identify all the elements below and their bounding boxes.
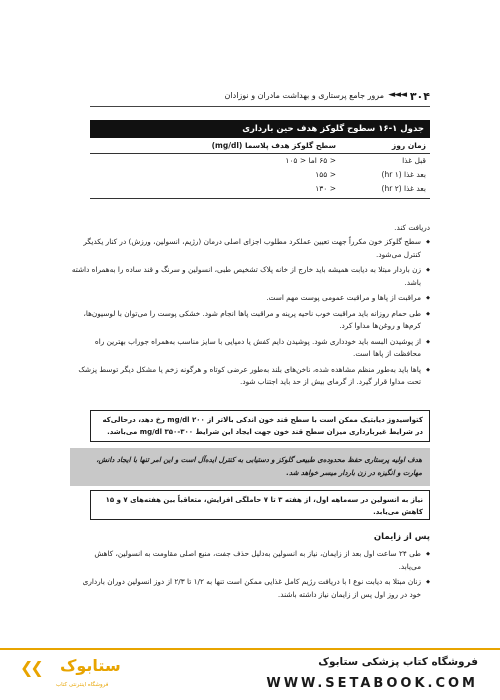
ketoacidosis-note-box: کتواسیدوز دیابتیک ممکن است با سطح قند خون اندکی بالاتر از ۲۰۰ mg/dl رخ دهد، درحالی‌که در شرایط غیربارداری میزان سطح قند خون جهت ایجاد این شرایط ۳۰۰-۳۵۰ mg/dl می‌باشد. — [90, 410, 430, 442]
table-row — [90, 154, 430, 168]
care-bullet-list — [70, 236, 430, 392]
book-title: مرور جامع پرستاری و بهداشت مادران و نوزادان — [224, 91, 384, 100]
logo-wordmark: ستابوک — [60, 656, 121, 675]
table-bottom-rule — [90, 198, 430, 199]
logo-tagline: فروشگاه اینترنتی کتاب — [56, 682, 109, 688]
chevrons-logo-icon: ❮❮ — [20, 658, 41, 677]
page-number: ۳۰۴ — [409, 90, 430, 103]
insulin-need-note-box: نیاز به انسولین در سه‌ماهه اول، از هفته ۳ تا ۷ حاملگی افزایش، متعاقباً بین هفته‌های ۷ و ۱۵ کاهش می‌یابد. — [90, 490, 430, 520]
list-item: ◆ زن باردار مبتلا به دیابت همیشه باید خارج از خانه پلاک تشخیص طبی، انسولین و سرنگ و قند ساده را به‌همراه داشته باشد. — [70, 264, 430, 289]
list-item: ◆ طی ۲۴ ساعت اول بعد از زایمان، نیاز به انسولین به‌دلیل حذف جفت، منبع اصلی مقاومت به انسولین، کاهش می‌یابد. — [70, 548, 430, 573]
table-cell: < ۶۵ اما < ۱۰۵ — [285, 156, 336, 165]
list-item: ◆ از پوشیدن البسه باید خودداری شود. پوشیدن دایم کفش یا دمپایی با سایز مناسب به‌همراه جوراب بهترین راه محافظت از پاها است. — [70, 336, 430, 361]
list-item: ◆ پاها باید به‌طور منظم مشاهده شده، ناخن‌های بلند به‌طور عرضی کوتاه و هرگونه زخم یا مشکل دیگر توسط پزشک تحت مداوا قرار گیرد. از گرمای بیش از حد باید اجتناب شود. — [70, 364, 430, 389]
store-footer-banner[interactable] — [0, 648, 500, 700]
table-cell: قبل غذا — [402, 156, 426, 165]
table-header-row — [90, 138, 430, 154]
table-title: جدول ۱-۱۶ سطوح گلوکز هدف حین بارداری — [90, 120, 430, 138]
list-item: ◆ مراقبت از پاها و مراقبت عمومی پوست مهم است. — [70, 292, 430, 305]
store-name: فروشگاه کتاب پزشکی ستابوک — [318, 656, 478, 668]
glucose-target-table — [90, 120, 430, 199]
header-divider — [90, 106, 430, 107]
running-header — [20, 90, 430, 104]
list-item: ◆ زنان مبتلا به دیابت نوع I با دریافت رژیم کامل غذایی ممکن است تنها به ۱/۲ تا ۲/۳ از دوز انسولین دوران بارداری خود در روز اول پس از زایمان نیاز داشته باشند. — [70, 576, 430, 601]
list-item: ◆ سطح گلوکز خون مکرراً جهت تعیین عملکرد مطلوب اجزای اصلی درمان (رژیم، انسولین، ورزش) در کنار یکدیگر کنترل می‌شود. — [70, 236, 430, 261]
nursing-goal-callout: هدف اولیه پرستاری حفظ محدوده‌ی طبیعی گلوکز و دستیابی به کنترل ایده‌آل است و این امر تنها با ایجاد دانش، مهارت و انگیزه در زن باردار میسر خواهد شد. — [70, 448, 430, 486]
postpartum-bullet-list — [70, 548, 430, 604]
setabook-logo — [20, 656, 130, 696]
table-cell: بعد غذا (۱ hr) — [381, 170, 426, 179]
store-url-link[interactable]: WWW.SETABOOK.COM — [266, 676, 478, 691]
list-item: ◆ طی حمام روزانه باید مراقبت خوب ناحیه پرینه و مراقبت پاها انجام شود. خشکی پوست را می‌توان با لوسیون‌ها، کرم‌ها و روغن‌ها مداوا کرد. — [70, 308, 430, 333]
section-heading: پس از زایمان — [373, 532, 430, 542]
table-cell: < ۱۵۵ — [315, 170, 336, 179]
table-cell: < ۱۳۰ — [315, 184, 336, 193]
column-header-target: سطح گلوکز هدف پلاسما (mg/dl) — [211, 141, 336, 150]
column-header-time: زمان روز — [391, 141, 426, 150]
intro-text: دریافت کند. — [394, 223, 430, 232]
header-arrows-icon: ◄◄◄ — [388, 90, 406, 100]
table-cell: بعد غذا (۲ hr) — [381, 184, 426, 193]
table-row — [90, 168, 430, 182]
table-row — [90, 182, 430, 196]
